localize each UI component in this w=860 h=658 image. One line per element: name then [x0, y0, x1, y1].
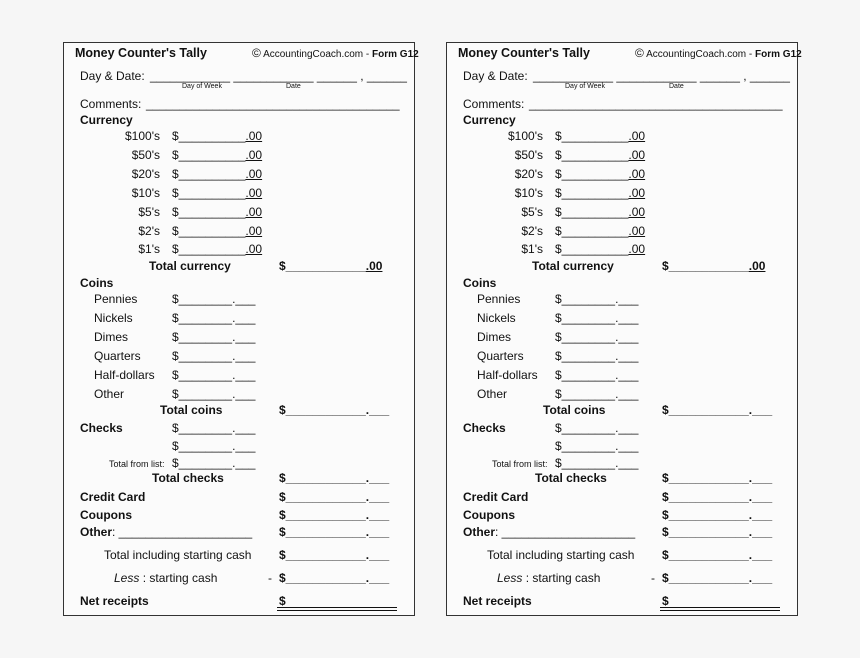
net-receipts-label: Net receipts	[463, 594, 532, 608]
starting-cash-field[interactable]: $____________.___	[662, 571, 773, 585]
currency-amount-blank: $__________	[172, 204, 246, 219]
less-label: Less	[114, 571, 140, 585]
other-label: Other	[80, 525, 113, 539]
currency-amount-blank: $__________	[172, 242, 246, 257]
total-checks-field[interactable]: $____________.___	[662, 471, 773, 485]
currency-cents: .00	[245, 166, 263, 181]
coin-type-label: Dimes	[477, 330, 512, 344]
total-currency-cents: .00	[365, 259, 383, 273]
currency-amount-field[interactable]	[172, 242, 262, 256]
comments-label: Comments:	[80, 97, 142, 111]
currency-amount-blank: $__________	[172, 185, 246, 200]
coin-type-label: Other	[477, 387, 508, 401]
currency-cents: .00	[628, 147, 646, 162]
copyright-icon: ©	[635, 46, 644, 60]
comments-field[interactable]: ______________________________________	[529, 97, 783, 111]
currency-cents: .00	[245, 129, 263, 143]
currency-cents: .00	[245, 147, 263, 162]
currency-amount-field[interactable]	[555, 205, 645, 219]
total-coins-label: Total coins	[160, 403, 223, 417]
coin-amount-field[interactable]: $________.___	[555, 349, 639, 363]
coin-amount-field[interactable]: $________.___	[172, 387, 256, 401]
date-caption: Date	[669, 83, 684, 90]
coin-type-label: Half-dollars	[477, 368, 538, 382]
currency-amount-field[interactable]	[172, 205, 262, 219]
currency-denomination-label: $100's	[125, 129, 160, 143]
credit-card-label: Credit Card	[80, 490, 146, 504]
coin-amount-field[interactable]: $________.___	[555, 368, 639, 382]
coin-amount-field[interactable]: $________.___	[555, 330, 639, 344]
total-from-list-label: Total from list:	[492, 459, 548, 469]
comments-field[interactable]: ______________________________________	[146, 97, 400, 111]
coin-type-label: Other	[94, 387, 125, 401]
currency-denomination-label: $100's	[508, 129, 543, 143]
form-title: Money Counter's Tally	[75, 46, 207, 60]
coupons-label: Coupons	[80, 508, 132, 522]
net-receipts-label: Net receipts	[80, 594, 149, 608]
check-1-field[interactable]: $________.___	[172, 421, 256, 435]
currency-amount-blank: $__________	[172, 129, 246, 143]
total-currency-blank: $____________	[662, 259, 749, 273]
currency-cents: .00	[245, 185, 263, 200]
tally-form-right	[446, 42, 802, 616]
total-including-label: Total including starting cash	[104, 548, 252, 562]
currency-amount-field[interactable]	[172, 224, 262, 238]
total-including-label: Total including starting cash	[487, 548, 635, 562]
day-date-label: Day & Date:	[463, 69, 528, 83]
check-2-field[interactable]: $________.___	[172, 439, 256, 453]
currency-denomination-label: $5's	[521, 204, 543, 219]
currency-amount-field[interactable]	[172, 129, 262, 143]
check-1-field[interactable]: $________.___	[555, 421, 639, 435]
checks-heading: Checks	[463, 421, 506, 435]
currency-amount-blank: $__________	[172, 166, 246, 181]
other-row	[80, 525, 252, 539]
currency-cents: .00	[628, 242, 646, 257]
total-coins-field[interactable]: $____________.___	[662, 403, 773, 417]
total-checks-field[interactable]: $____________.___	[279, 471, 390, 485]
minus-sign: -	[651, 571, 655, 585]
currency-cents: .00	[628, 166, 646, 181]
currency-amount-field[interactable]	[172, 186, 262, 200]
coin-amount-field[interactable]: $________.___	[555, 311, 639, 325]
starting-cash-label: : starting cash	[139, 571, 218, 585]
currency-denomination-label: $1's	[138, 242, 160, 257]
total-currency-field[interactable]	[279, 259, 382, 273]
form-id: Form G12	[372, 49, 419, 60]
less-label: Less	[497, 571, 523, 585]
currency-amount-field[interactable]	[172, 167, 262, 181]
currency-denomination-label: $2's	[521, 223, 543, 238]
currency-denomination-label: $10's	[514, 185, 543, 200]
total-from-list-label: Total from list:	[109, 459, 165, 469]
coin-type-label: Nickels	[94, 311, 133, 325]
copyright-notice	[635, 46, 802, 62]
currency-amount-blank: $__________	[172, 147, 246, 162]
coupons-field[interactable]: $____________.___	[279, 508, 390, 522]
coin-amount-field[interactable]: $________.___	[555, 387, 639, 401]
currency-denomination-label: $5's	[138, 204, 160, 219]
net-receipts-field[interactable]	[277, 607, 397, 611]
currency-amount-field[interactable]	[555, 242, 645, 256]
currency-denomination-label: $1's	[521, 242, 543, 257]
coin-amount-field[interactable]: $________.___	[172, 292, 256, 306]
credit-card-field[interactable]: $____________.___	[662, 490, 773, 504]
coin-type-label: Quarters	[477, 349, 524, 363]
other-amount-field[interactable]: $____________.___	[662, 525, 773, 539]
currency-denomination-label: $2's	[138, 223, 160, 238]
total-currency-cents: .00	[748, 259, 766, 273]
currency-amount-blank: $__________	[555, 166, 629, 181]
coins-heading: Coins	[80, 276, 114, 290]
other-row	[463, 525, 635, 539]
currency-amount-blank: $__________	[555, 129, 629, 143]
coin-type-label: Nickels	[477, 311, 516, 325]
coin-amount-field[interactable]: $________.___	[172, 368, 256, 382]
copyright-notice	[252, 46, 419, 62]
total-coins-field[interactable]: $____________.___	[279, 403, 390, 417]
net-receipts-dollar: $	[662, 594, 669, 608]
day-date-field[interactable]: ____________ ____________ ______ , ______	[150, 69, 407, 83]
coins-heading: Coins	[463, 276, 497, 290]
currency-amount-blank: $__________	[172, 223, 246, 238]
total-currency-label: Total currency	[532, 259, 614, 273]
less-starting-cash-label	[114, 571, 217, 585]
total-including-field[interactable]: $____________.___	[662, 548, 773, 562]
credit-card-field[interactable]: $____________.___	[279, 490, 390, 504]
total-currency-label: Total currency	[149, 259, 231, 273]
currency-amount-blank: $__________	[555, 147, 629, 162]
total-currency-field[interactable]	[662, 259, 765, 273]
less-starting-cash-label	[497, 571, 600, 585]
currency-denomination-label: $20's	[514, 166, 543, 181]
other-description-field[interactable]: : ____________________	[495, 525, 636, 539]
coin-type-label: Dimes	[94, 330, 129, 344]
coin-amount-field[interactable]: $________.___	[172, 349, 256, 363]
minus-sign: -	[268, 571, 272, 585]
total-including-field[interactable]: $____________.___	[279, 548, 390, 562]
form-title: Money Counter's Tally	[458, 46, 590, 60]
other-description-field[interactable]: : ____________________	[112, 525, 253, 539]
currency-cents: .00	[628, 223, 646, 238]
credit-card-label: Credit Card	[463, 490, 529, 504]
day-of-week-caption: Day of Week	[565, 83, 605, 90]
coin-amount-field[interactable]: $________.___	[172, 311, 256, 325]
coin-type-label: Pennies	[477, 292, 521, 306]
form-id: Form G12	[755, 49, 802, 60]
currency-amount-blank: $__________	[555, 242, 629, 257]
copyright-site: AccountingCoach.com -	[260, 49, 373, 60]
currency-denomination-label: $20's	[131, 166, 160, 181]
currency-amount-blank: $__________	[555, 223, 629, 238]
currency-amount-field[interactable]	[555, 186, 645, 200]
copyright-site: AccountingCoach.com -	[643, 49, 756, 60]
coin-amount-field[interactable]: $________.___	[172, 330, 256, 344]
comments-label: Comments:	[463, 97, 525, 111]
currency-amount-field[interactable]	[555, 167, 645, 181]
total-checks-label: Total checks	[535, 471, 607, 485]
currency-heading: Currency	[80, 113, 133, 127]
date-caption: Date	[286, 83, 301, 90]
total-currency-blank: $____________	[279, 259, 366, 273]
starting-cash-field[interactable]: $____________.___	[279, 571, 390, 585]
net-receipts-dollar: $	[279, 594, 286, 608]
currency-heading: Currency	[463, 113, 516, 127]
currency-denomination-label: $50's	[514, 147, 543, 162]
coupons-label: Coupons	[463, 508, 515, 522]
currency-amount-blank: $__________	[555, 204, 629, 219]
coin-type-label: Pennies	[94, 292, 138, 306]
total-coins-label: Total coins	[543, 403, 606, 417]
currency-amount-field[interactable]	[172, 148, 262, 162]
currency-cents: .00	[628, 204, 646, 219]
check-2-field[interactable]: $________.___	[555, 439, 639, 453]
total-from-list-field[interactable]: $________.___	[555, 456, 639, 470]
total-from-list-field[interactable]: $________.___	[172, 456, 256, 470]
day-of-week-caption: Day of Week	[182, 83, 222, 90]
currency-cents: .00	[628, 129, 646, 143]
day-date-label: Day & Date:	[80, 69, 145, 83]
currency-denomination-label: $50's	[131, 147, 160, 162]
net-receipts-field[interactable]	[660, 607, 780, 611]
coin-type-label: Half-dollars	[94, 368, 155, 382]
currency-amount-blank: $__________	[555, 185, 629, 200]
coin-amount-field[interactable]: $________.___	[555, 292, 639, 306]
tally-form-left	[63, 42, 419, 616]
currency-amount-field[interactable]	[555, 224, 645, 238]
other-amount-field[interactable]: $____________.___	[279, 525, 390, 539]
day-date-field[interactable]: ____________ ____________ ______ , ______	[533, 69, 790, 83]
checks-heading: Checks	[80, 421, 123, 435]
copyright-icon: ©	[252, 46, 261, 60]
coupons-field[interactable]: $____________.___	[662, 508, 773, 522]
total-checks-label: Total checks	[152, 471, 224, 485]
other-label: Other	[463, 525, 496, 539]
starting-cash-label: : starting cash	[522, 571, 601, 585]
currency-cents: .00	[245, 223, 263, 238]
currency-cents: .00	[245, 204, 263, 219]
coin-type-label: Quarters	[94, 349, 141, 363]
currency-denomination-label: $10's	[131, 185, 160, 200]
currency-cents: .00	[245, 242, 263, 257]
currency-amount-field[interactable]	[555, 148, 645, 162]
currency-cents: .00	[628, 185, 646, 200]
currency-amount-field[interactable]	[555, 129, 645, 143]
